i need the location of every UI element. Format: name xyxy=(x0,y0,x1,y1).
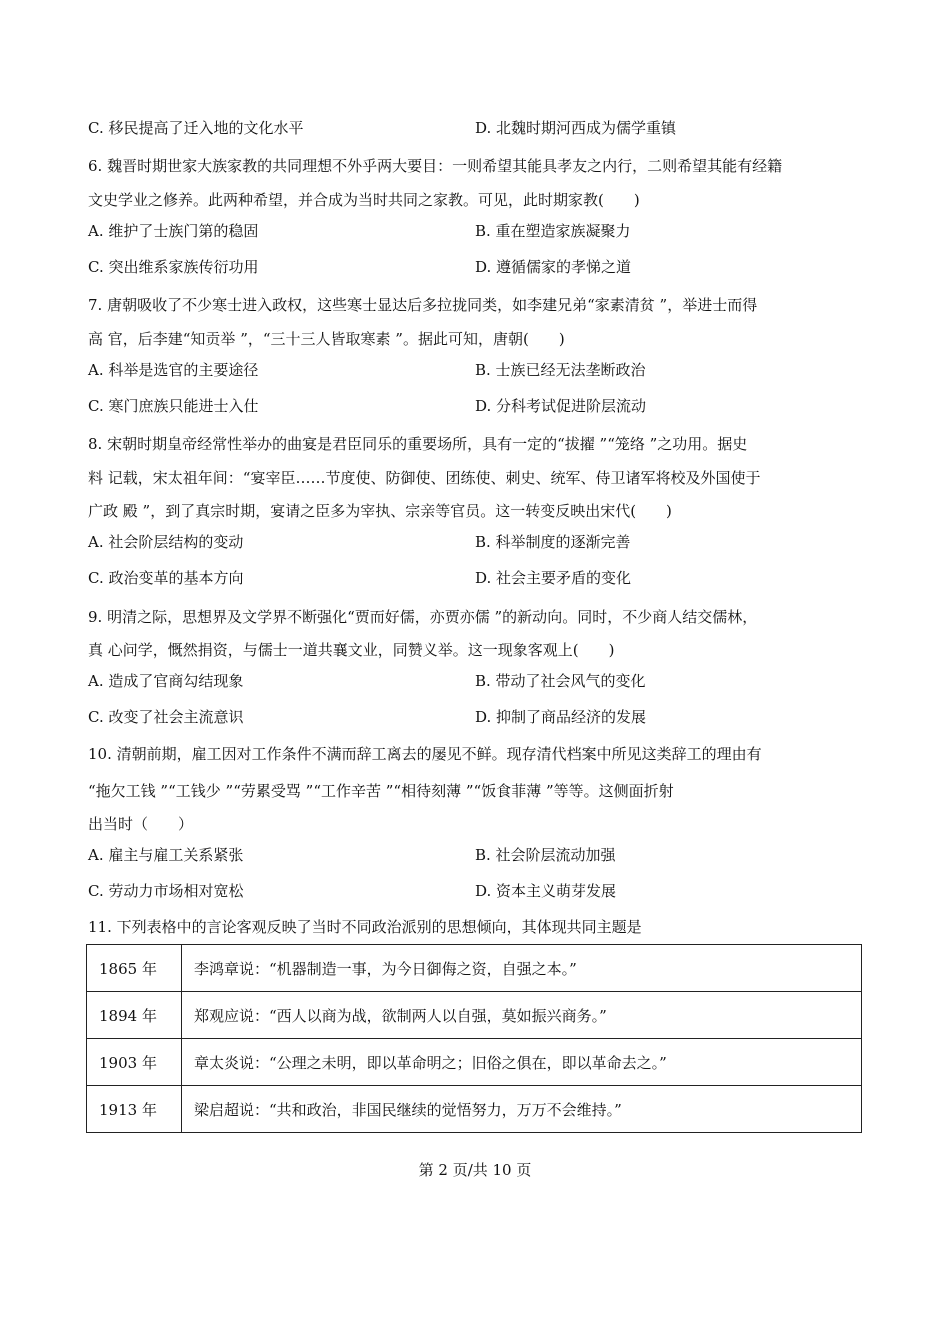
q10-option-d: D. 资本主义萌芽发展 xyxy=(475,882,617,900)
q5-option-d: D. 北魏时期河西成为儒学重镇 xyxy=(475,119,677,137)
q10-option-b: B. 社会阶层流动加强 xyxy=(475,846,616,864)
quote-cell: 郑观应说：“西人以商为战，欲制两人以自强，莫如振兴商务。” xyxy=(182,992,862,1039)
q6-option-b: B. 重在塑造家族凝聚力 xyxy=(475,222,631,240)
q10-stem-line-2: “拖欠工钱 ”“工钱少 ”“劳累受骂 ”“工作辛苦 ”“相待刻薄 ”“饭食菲薄 ”等等。这侧面折射 xyxy=(88,782,674,800)
q11-quote-table xyxy=(86,944,862,1133)
q7-option-b: B. 士族已经无法垄断政治 xyxy=(475,361,646,379)
q8-option-b: B. 科举制度的逐渐完善 xyxy=(475,533,631,551)
q8-option-a: A. 社会阶层结构的变动 xyxy=(88,533,244,551)
q6-option-d: D. 遵循儒家的孝悌之道 xyxy=(475,258,632,276)
q8-option-d: D. 社会主要矛盾的变化 xyxy=(475,569,632,587)
q8-stem-line-2: 料 记载，宋太祖年间：“宴宰臣……节度使、防御使、团练使、刺史、统军、侍卫诸军将校及外国使于 xyxy=(88,469,761,487)
table-row xyxy=(87,992,862,1039)
q7-option-c: C. 寒门庶族只能进士入仕 xyxy=(88,397,259,415)
year-cell: 1913 年 xyxy=(87,1086,182,1133)
q8-stem-line-1: 8. 宋朝时期皇帝经常性举办的曲宴是君臣同乐的重要场所，具有一定的“拔擢 ”“笼络 ”之功用。据史 xyxy=(88,435,748,453)
q7-option-d: D. 分科考试促进阶层流动 xyxy=(475,397,647,415)
table-row xyxy=(87,1039,862,1086)
q7-stem-line-2: 高 官，后李建“知贡举 ”，“三十三人皆取寒素 ”。据此可知，唐朝( ) xyxy=(88,330,565,348)
q11-stem: 11. 下列表格中的言论客观反映了当时不同政治派别的思想倾向，其体现共同主题是 xyxy=(88,918,642,936)
q8-stem-line-3: 广政 殿 ”，到了真宗时期，宴请之臣多为宰执、宗亲等官员。这一转变反映出宋代( ) xyxy=(88,502,672,520)
q9-option-d: D. 抑制了商品经济的发展 xyxy=(475,708,647,726)
quote-cell: 梁启超说：“共和政治，非国民继续的觉悟努力，万万不会维持。” xyxy=(182,1086,862,1133)
q6-option-c: C. 突出维系家族传衍功用 xyxy=(88,258,259,276)
q10-stem-line-3: 出当时（ ） xyxy=(88,815,194,833)
q6-stem-line-1: 6. 魏晋时期世家大族家教的共同理想不外乎两大要目：一则希望其能具孝友之内行，二则希望其能有经籍 xyxy=(88,157,783,175)
q9-option-b: B. 带动了社会风气的变化 xyxy=(475,672,646,690)
q9-stem-line-2: 真 心问学，慨然捐资，与儒士一道共襄文业，同赞义举。这一现象客观上( ) xyxy=(88,641,615,659)
q9-option-a: A. 造成了官商勾结现象 xyxy=(88,672,244,690)
quote-cell: 章太炎说：“公理之未明，即以革命明之；旧俗之俱在，即以革命去之。” xyxy=(182,1039,862,1086)
q9-stem-line-1: 9. 明清之际，思想界及文学界不断强化“贾而好儒，亦贾亦儒 ”的新动向。同时，不少商人结交儒林， xyxy=(88,608,758,626)
q5-option-c: C. 移民提高了迁入地的文化水平 xyxy=(88,119,304,137)
q9-option-c: C. 改变了社会主流意识 xyxy=(88,708,244,726)
year-cell: 1894 年 xyxy=(87,992,182,1039)
q6-option-a: A. 维护了士族门第的稳固 xyxy=(88,222,259,240)
q7-stem-line-1: 7. 唐朝吸收了不少寒士进入政权，这些寒士显达后多拉拢同类，如李建兄弟“家素清贫 ”，举进士而得 xyxy=(88,296,758,314)
year-cell: 1865 年 xyxy=(87,945,182,992)
page-footer: 第 2 页/共 10 页 xyxy=(418,1161,532,1179)
q6-stem-line-2: 文史学业之修养。此两种希望，并合成为当时共同之家教。可见，此时期家教( ) xyxy=(88,191,640,209)
table-row xyxy=(87,1086,862,1133)
year-cell: 1903 年 xyxy=(87,1039,182,1086)
q7-option-a: A. 科举是选官的主要途径 xyxy=(88,361,259,379)
q10-option-c: C. 劳动力市场相对宽松 xyxy=(88,882,244,900)
q8-option-c: C. 政治变革的基本方向 xyxy=(88,569,244,587)
q10-option-a: A. 雇主与雇工关系紧张 xyxy=(88,846,244,864)
q10-stem-line-1: 10. 清朝前期，雇工因对工作条件不满而辞工离去的屡见不鲜。现存清代档案中所见这类辞工的理由有 xyxy=(88,745,762,763)
table-row xyxy=(87,945,862,992)
quote-cell: 李鸿章说：“机器制造一事，为今日御侮之资，自强之本。” xyxy=(182,945,862,992)
